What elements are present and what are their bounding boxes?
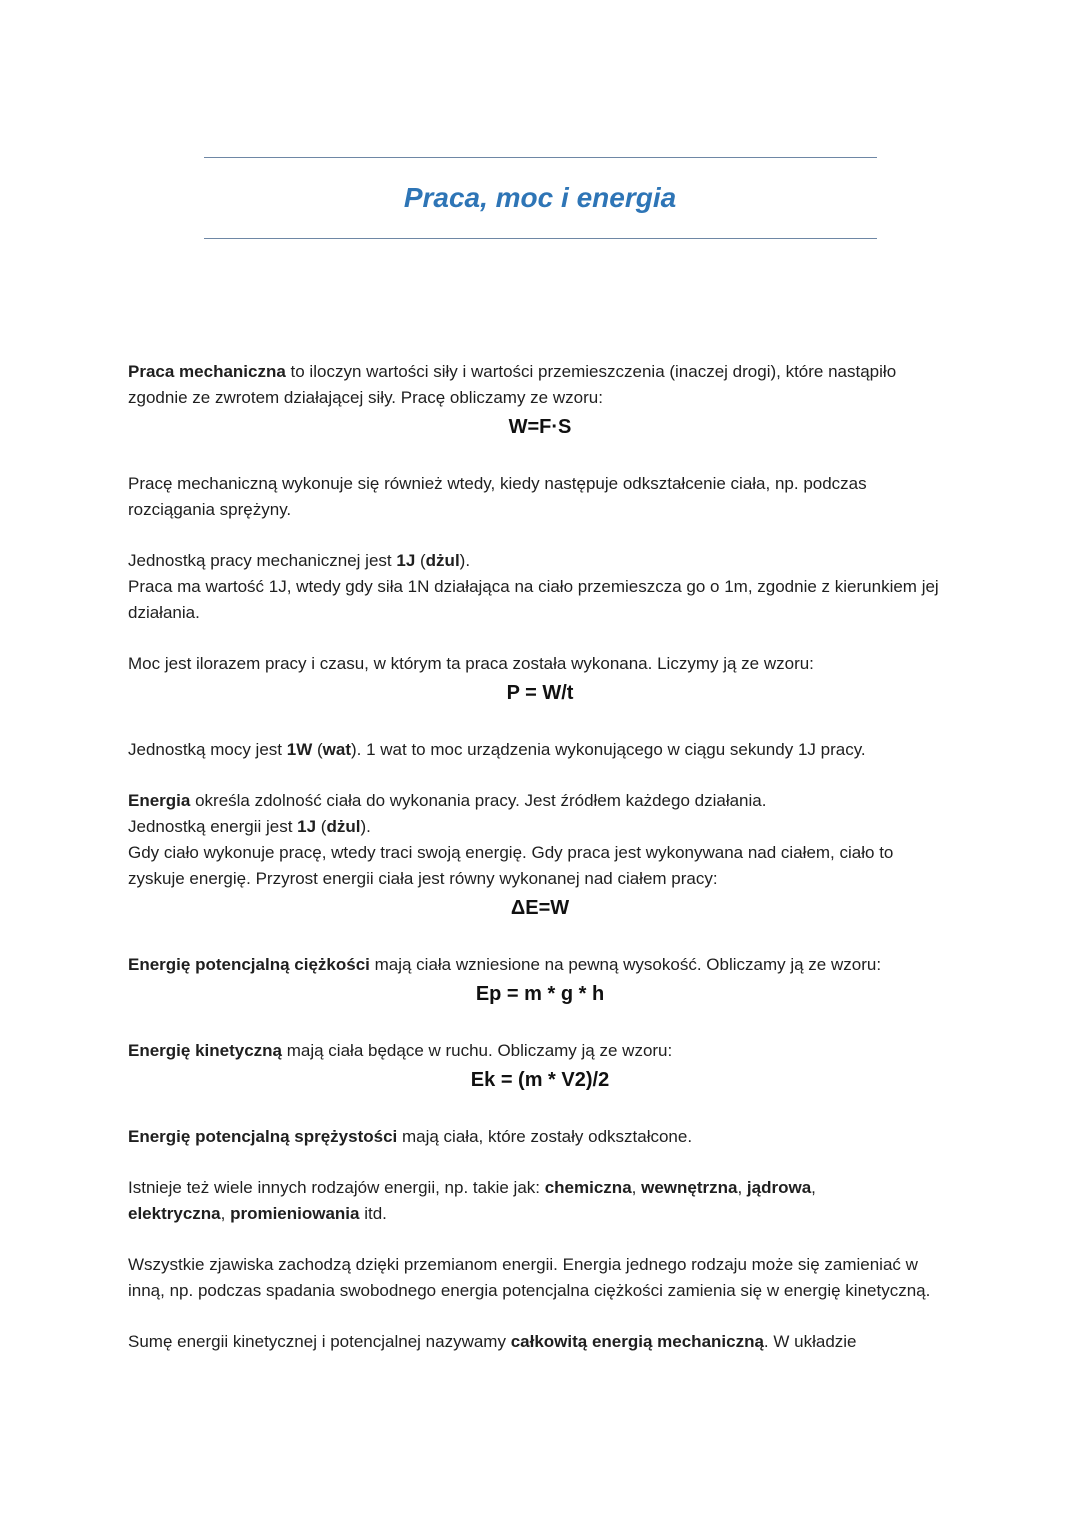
- text-run: Jednostką energii jest: [128, 817, 298, 836]
- formula: ΔE=W: [510, 897, 570, 919]
- formula: Ek = (m * V2)/2: [470, 1069, 610, 1091]
- text-run: ).: [360, 817, 371, 836]
- title-block: [204, 157, 877, 239]
- text-run-bold: Energię kinetyczną: [128, 1041, 283, 1060]
- text-run: ).: [459, 551, 471, 570]
- document-content: [0, 239, 1080, 1355]
- paragraph: [128, 1175, 952, 1227]
- paragraph: [128, 471, 952, 523]
- formula: W=F·S: [508, 416, 572, 438]
- text-run: ). 1 wat to moc urządzenia wykonującego w ciągu sekundy 1J pracy.: [350, 740, 866, 759]
- text-run: to iloczyn wartości siły i wartości przemieszczenia (inaczej drogi), które nastąpiło zgodnie ze zwrotem działającej siły. Pracę obliczamy ze wzoru:: [128, 362, 897, 407]
- text-run: Sumę energii kinetycznej i potencjalnej nazywamy: [128, 1332, 511, 1351]
- text-run-bold: elektryczna: [128, 1204, 221, 1223]
- text-run: Gdy ciało wykonuje pracę, wtedy traci swoją energię. Gdy praca jest wykonywana nad ciałem, ciało to zyskuje energię. Przyrost energii ciała jest równy wykonanej nad ciałem pracy:: [128, 843, 894, 888]
- text-run: ,: [220, 1204, 231, 1223]
- paragraph: [128, 1252, 952, 1304]
- formula: P = W/t: [506, 682, 574, 704]
- text-run: określa zdolność ciała do wykonania pracy. Jest źródłem każdego działania.: [190, 791, 767, 810]
- text-run-bold: wat: [322, 740, 351, 759]
- text-run: ,: [631, 1178, 642, 1197]
- text-run-bold: całkowitą energią mechaniczną: [510, 1332, 764, 1351]
- text-run: Praca ma wartość 1J, wtedy gdy siła 1N działająca na ciało przemieszcza go o 1m, zgodnie z kierunkiem jej działania.: [128, 577, 939, 622]
- text-run: mają ciała będące w ruchu. Obliczamy ją ze wzoru:: [282, 1041, 673, 1060]
- paragraph: [128, 788, 952, 892]
- paragraph: [128, 651, 952, 677]
- paragraph: [128, 737, 952, 763]
- text-run-bold: dżul: [326, 817, 361, 836]
- text-run: Jednostką mocy jest: [128, 740, 287, 759]
- paragraph: [128, 1124, 952, 1150]
- text-run: (: [316, 817, 327, 836]
- text-run: (: [312, 740, 323, 759]
- paragraph: [128, 359, 952, 411]
- paragraph: [128, 548, 952, 626]
- document-title: Praca, moc i energia: [403, 182, 677, 213]
- text-run: ,: [811, 1178, 816, 1197]
- text-run-bold: Energię potencjalną ciężkości: [128, 955, 370, 974]
- text-run-bold: promieniowania: [230, 1204, 360, 1223]
- text-run: Moc jest ilorazem pracy i czasu, w którym ta praca została wykonana. Liczymy ją ze wzoru:: [128, 654, 814, 673]
- text-run-bold: chemiczna: [544, 1178, 632, 1197]
- text-run: (: [415, 551, 426, 570]
- text-run-bold: dżul: [425, 551, 460, 570]
- text-run: Jednostką pracy mechanicznej jest: [128, 551, 397, 570]
- text-run-bold: 1J: [297, 817, 317, 836]
- formula: Ep = m * g * h: [475, 983, 605, 1005]
- text-run-bold: Energię potencjalną sprężystości: [128, 1127, 398, 1146]
- text-run: . W układzie: [763, 1332, 857, 1351]
- text-run-bold: wewnętrzna: [641, 1178, 738, 1197]
- text-run-bold: jądrowa: [746, 1178, 812, 1197]
- text-run-bold: 1J: [396, 551, 416, 570]
- text-run-bold: 1W: [286, 740, 313, 759]
- text-run: Wszystkie zjawiska zachodzą dzięki przemianom energii. Energia jednego rodzaju może się zamieniać w inną, np. podczas spadania swobodnego energia potencjalna ciężkości zamienia się w energię kinetyczną.: [128, 1255, 931, 1300]
- text-run: mają ciała wzniesione na pewną wysokość. Obliczamy ją ze wzoru:: [369, 955, 882, 974]
- text-run: mają ciała, które zostały odkształcone.: [397, 1127, 693, 1146]
- text-run-bold: Praca mechaniczna: [128, 362, 286, 381]
- text-run: Pracę mechaniczną wykonuje się również wtedy, kiedy następuje odkształcenie ciała, np. podczas rozciągania sprężyny.: [128, 474, 867, 519]
- paragraph: [128, 1038, 952, 1064]
- text-run-bold: Energia: [128, 791, 191, 810]
- text-run: itd.: [359, 1204, 387, 1223]
- text-run: ,: [737, 1178, 747, 1197]
- paragraph: [128, 952, 952, 978]
- paragraph: [128, 1329, 952, 1355]
- text-run: Istnieje też wiele innych rodzajów energii, np. takie jak:: [128, 1178, 545, 1197]
